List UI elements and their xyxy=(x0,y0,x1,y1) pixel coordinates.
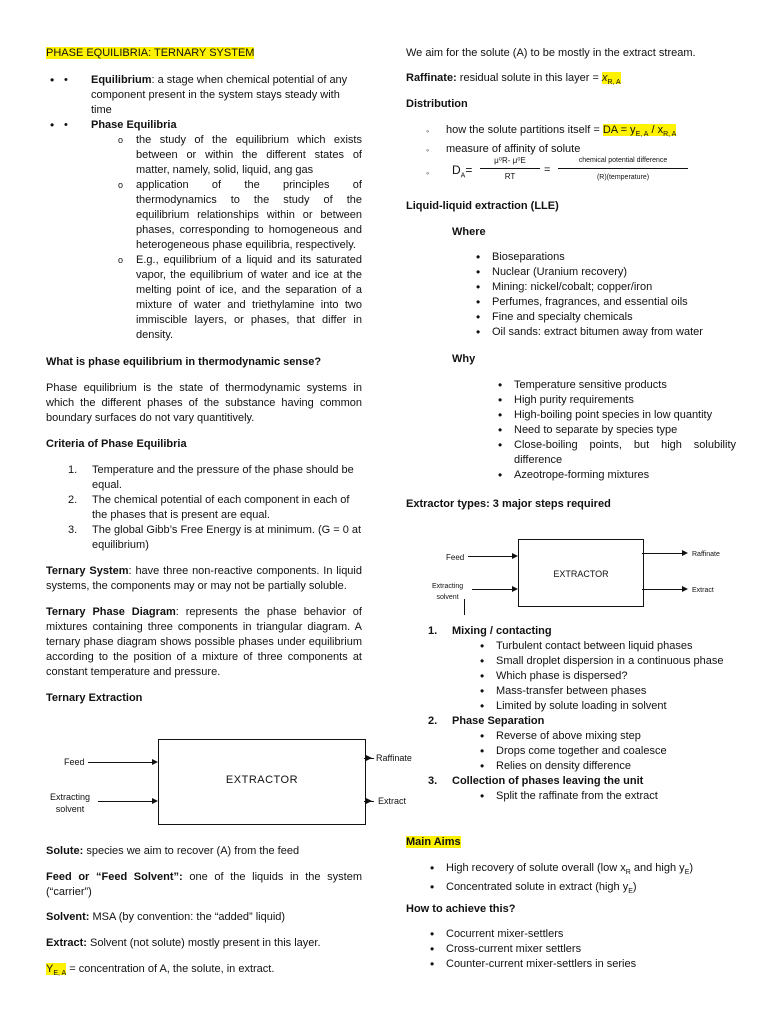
list-item: • Nuclear (Uranium recovery) xyxy=(472,265,736,280)
paragraph: We aim for the solute (A) to be mostly in the extract stream. xyxy=(406,47,696,59)
extractor-box: EXTRACTOR xyxy=(518,539,644,607)
list-item: • • Phase Equilibria xyxy=(46,118,362,133)
list-item: • Mass-transfer between phases xyxy=(476,684,736,699)
section-heading: Ternary Extraction xyxy=(46,692,143,704)
section-heading: Distribution xyxy=(406,98,468,110)
list-item: o the study of the equilibrium which exists between or within the different states of matter, namely, solid, liquid, ang gas xyxy=(116,133,362,178)
list-item: • Oil sands: extract bitumen away from water xyxy=(472,325,736,340)
solvent-label: Extracting solvent xyxy=(432,583,464,601)
distribution-list xyxy=(426,123,736,157)
list-item: • Temperature sensitive products xyxy=(494,378,736,393)
list-item: • Cross-current mixer settlers xyxy=(426,942,736,957)
highlight: $x_{R, A}$ xyxy=(601,72,621,87)
steps-list xyxy=(428,624,736,804)
list-item: • Azeotrope-forming mixtures xyxy=(494,468,736,483)
list-item: o E.g., equilibrium of a liquid and its saturated vapor, the equilibrium of water and ice at the melting point of ice, and the separation of a mixture of water and triethylamine into two immiscible layers, or phases, that differ in density. xyxy=(116,253,362,343)
list-item: • Need to separate by species type xyxy=(494,423,736,438)
section-heading: Criteria of Phase Equilibria xyxy=(46,438,187,450)
list-item: • Which phase is dispersed? xyxy=(476,669,736,684)
paragraph: Ternary Phase Diagram: represents the phase behavior of mixtures containing three components in triangular diagram. A ternary phase diagram shows possible phases under equilibrium according to the position of a mixture of three components at constant temperature and pressure. xyxy=(46,606,362,678)
section-heading: Why xyxy=(452,353,476,365)
definition: Extract: Solvent (not solute) mostly present in this layer. xyxy=(46,937,321,949)
list-item: • Drops come together and coalesce xyxy=(476,744,736,759)
list-item: • Mining: nickel/cobalt; copper/iron xyxy=(472,280,736,295)
step-items xyxy=(428,789,736,804)
extractor-diagram: EXTRACTOR Feed Extracting solvent Raffinate Extract xyxy=(46,739,416,829)
list-item: • • Equilibrium: a stage when chemical potential of any component present in the system stays steady with time xyxy=(46,73,362,118)
step-title: 2. Phase Separation xyxy=(428,715,545,727)
list-item: ◦ how the solute partitions itself = DA = $y_{E, A} / x_{R, A}$ xyxy=(426,123,736,142)
list-item: • Split the raffinate from the extract xyxy=(476,789,736,804)
criteria-list xyxy=(68,463,362,553)
step-items xyxy=(428,639,736,714)
distribution-formula: ◦ $D_A=$ μ⁰R- μ⁰E RT = chemical potential difference (R)(temperature) xyxy=(426,154,736,188)
why-list xyxy=(494,378,736,483)
section-heading: Extractor types: 3 major steps required xyxy=(406,498,611,510)
list-item: 2. The chemical potential of each component in each of the phases that is present are equal. xyxy=(68,494,350,521)
step-items xyxy=(428,729,736,774)
step-title: 1. Mixing / contacting xyxy=(428,625,552,637)
formula-fraction-1: μ⁰R- μ⁰E RT xyxy=(480,156,540,182)
highlight: DA = $y_{E, A} / x_{R, A}$ xyxy=(602,124,677,139)
definition: Solute: species we aim to recover (A) from the feed xyxy=(46,845,300,857)
list-item: • Fine and specialty chemicals xyxy=(472,310,736,325)
feed-arrow xyxy=(88,762,152,763)
how-list xyxy=(426,927,736,972)
solvent-arrow xyxy=(98,801,152,802)
list-item: • High recovery of solute overall (low $x_R$ and high $y_E$) xyxy=(426,861,736,880)
list-item: • Cocurrent mixer-settlers xyxy=(426,927,736,942)
list-item: • Close-boiling points, but high solubility difference xyxy=(494,438,736,468)
highlight: $Y_{E, A}$ xyxy=(46,963,67,978)
raffinate-arrow xyxy=(642,553,682,554)
list-item: 1. Temperature and the pressure of the phase should be equal. xyxy=(68,464,354,491)
definition: Solvent: MSA (by convention: the “added” liquid) xyxy=(46,911,286,923)
list-item: • Relies on density difference xyxy=(476,759,736,774)
list-item: ◦ measure of affinity of solute xyxy=(426,142,736,157)
section-heading: Liquid-liquid extraction (LLE) xyxy=(406,200,559,212)
page-title: PHASE EQUILIBRIA: TERNARY SYSTEM xyxy=(46,47,255,59)
step-title: 3. Collection of phases leaving the unit xyxy=(428,775,644,787)
formula-fraction-2: chemical potential difference (R)(temperature) xyxy=(558,156,688,183)
list-item: • Counter-current mixer-settlers in series xyxy=(426,957,736,972)
definition: Feed or “Feed Solvent”: one of the liquids in the system (“carrier”) xyxy=(46,871,362,898)
sub-bullets xyxy=(116,133,362,343)
formula-lhs: $D_A=$ xyxy=(452,163,473,180)
list-item: • Reverse of above mixing step xyxy=(476,729,736,744)
section-heading: What is phase equilibrium in thermodynamic sense? xyxy=(46,356,322,368)
list-item: • High-boiling point species in low quantity xyxy=(494,408,736,423)
extract-arrow xyxy=(642,589,682,590)
list-item: 3. The global Gibb’s Free Energy is at minimum. (G = 0 at equilibrium) xyxy=(68,524,362,551)
where-list xyxy=(472,250,736,340)
section-heading: How to achieve this? xyxy=(406,903,516,915)
list-item: • Small droplet dispersion in a continuous phase xyxy=(476,654,736,669)
solvent-label: Extracting solvent xyxy=(50,792,91,814)
solvent-arrow xyxy=(472,589,512,590)
list-item: • Turbulent contact between liquid phases xyxy=(476,639,736,654)
list-item: • High purity requirements xyxy=(494,393,736,408)
definition: $Y_{E, A}$ = concentration of A, the solute, in extract. xyxy=(46,963,275,978)
list-item: • Bioseparations xyxy=(472,250,736,265)
list-item: • Perfumes, fragrances, and essential oils xyxy=(472,295,736,310)
list-item: • Limited by solute loading in solvent xyxy=(476,699,736,714)
aims-list xyxy=(426,861,736,899)
section-heading: Main Aims xyxy=(406,836,461,848)
extractor-diagram: EXTRACTOR Feed Extracting solvent Raffinate Extract xyxy=(406,539,736,619)
feed-arrow xyxy=(468,556,512,557)
list-item: o application of the principles of thermodynamics to the study of the equilibrium relationships within or between phases, corresponding to homogeneous and heterogeneous phase equilibria, respectively. xyxy=(116,178,362,253)
definition-bullets xyxy=(46,73,362,133)
paragraph: Phase equilibrium is the state of thermodynamic systems in which the different phases of the substance having common boundary surfaces do not vary quantitively. xyxy=(46,382,362,424)
extractor-box: EXTRACTOR xyxy=(158,739,366,825)
list-item: • Concentrated solute in extract (high $y_E$) xyxy=(426,880,736,899)
section-heading: Where xyxy=(452,226,486,238)
definition: Raffinate: residual solute in this layer = $x_{R, A}$ xyxy=(406,72,621,87)
paragraph: Ternary System: have three non-reactive components. In liquid systems, the components may or may not be partially soluble. xyxy=(46,565,362,592)
